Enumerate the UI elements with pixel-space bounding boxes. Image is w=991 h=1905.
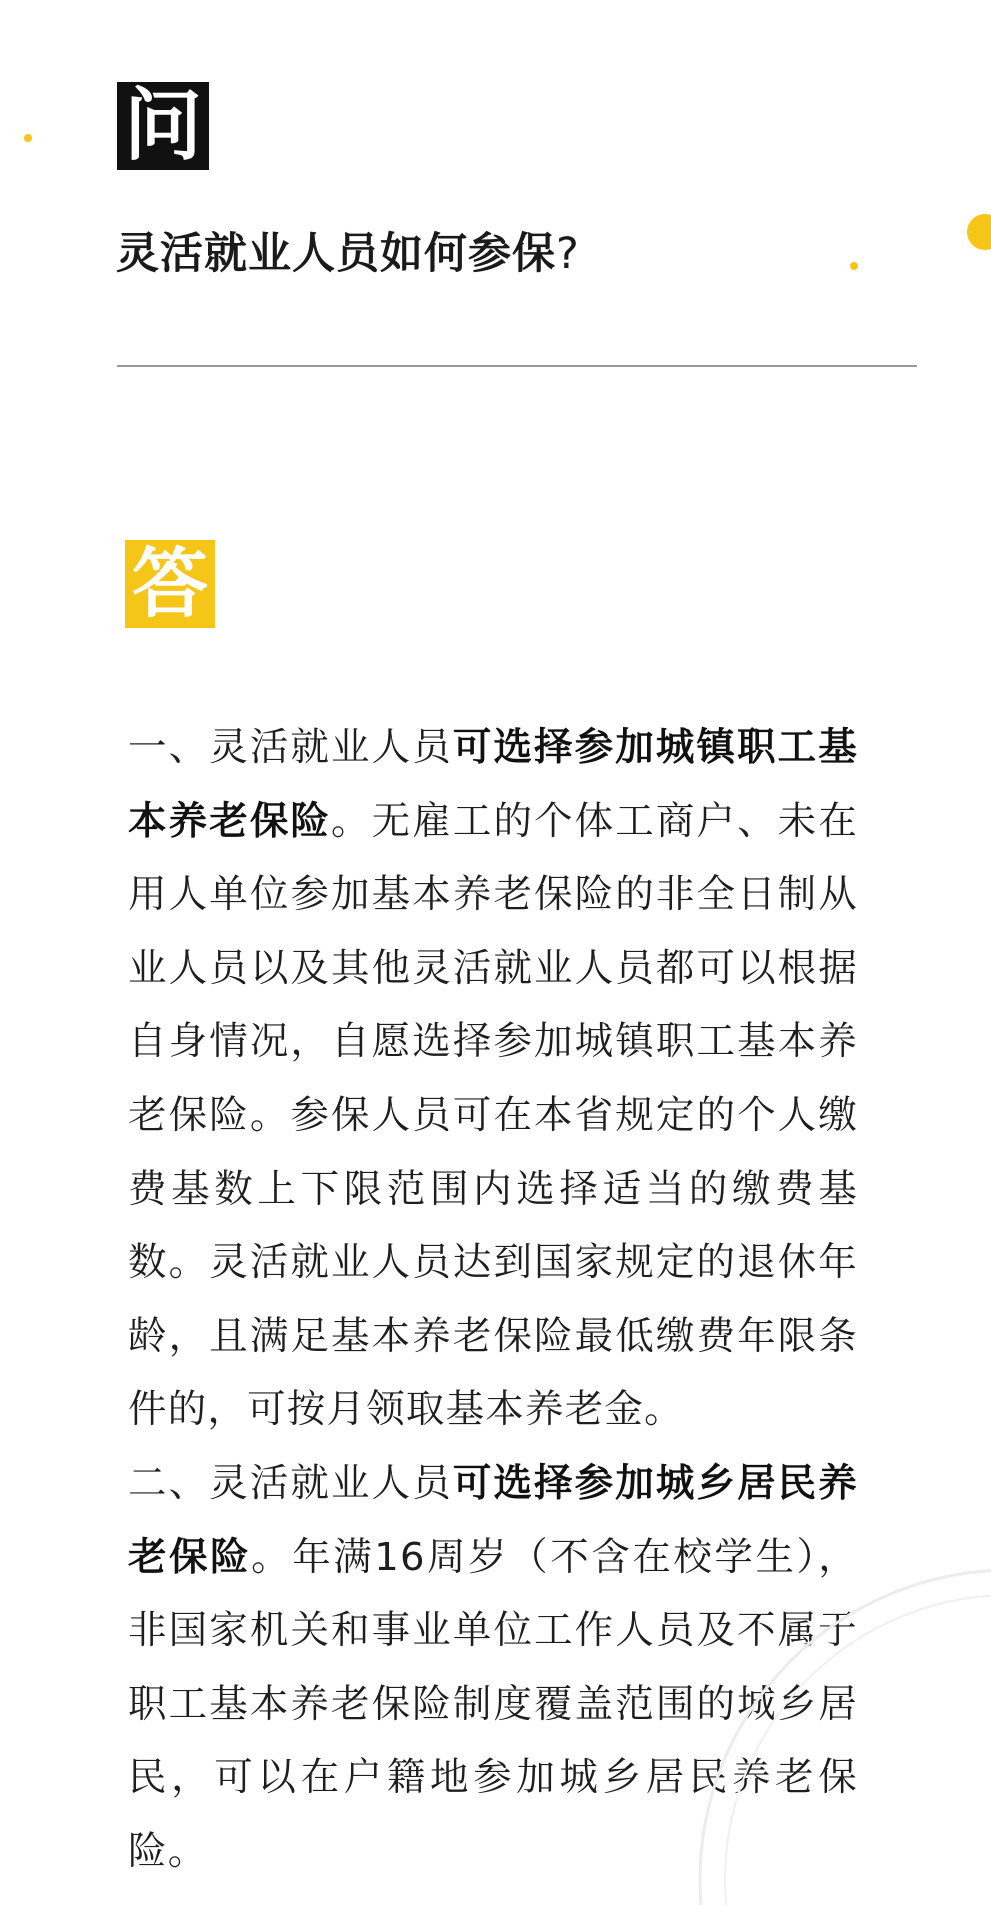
- answer-badge: 答: [125, 540, 215, 628]
- answer-paragraph-2: [128, 1447, 858, 1889]
- paragraph-1-lead: 一、灵活就业人员: [128, 725, 453, 770]
- paragraph-1-text: 。无雇工的个体工商户、未在用人单位参加基本养老保险的非全日制从业人员以及其他灵活就业人员都可以根据自身情况，自愿选择参加城镇职工基本养老保险。参保人员可在本省规定的个人缴费基数上下限范围内选择适当的缴费基数。灵活就业人员达到国家规定的退休年龄，且满足基本养老保险最低缴费年限条件的，可按月领取基本养老金。: [128, 798, 858, 1433]
- decor-dot-left: [24, 134, 32, 142]
- page-title: [116, 220, 580, 281]
- question-badge: 问: [117, 82, 209, 170]
- title-question-mark: ?: [556, 229, 580, 279]
- paragraph-2-text: 。年满16周岁（不含在校学生），非国家机关和事业单位工作人员及不属于职工基本养老保险制度覆盖范围的城乡居民，可以在户籍地参加城乡居民养老保险。: [128, 1534, 858, 1874]
- divider: [117, 365, 917, 367]
- paragraph-1-emphasis: 可选择参加城镇职工基本养老保险: [128, 725, 858, 844]
- paragraph-2-emphasis: 可选择参加城乡居民养老保险: [128, 1460, 858, 1580]
- paragraph-2-lead: 二、灵活就业人员: [128, 1460, 453, 1506]
- answer-paragraph-1: [128, 711, 858, 1447]
- title-text: 灵活就业人员如何参保: [116, 229, 556, 279]
- answer-body: [128, 711, 858, 1889]
- decor-dot-small: [850, 262, 858, 270]
- decor-dot-big: [967, 214, 991, 250]
